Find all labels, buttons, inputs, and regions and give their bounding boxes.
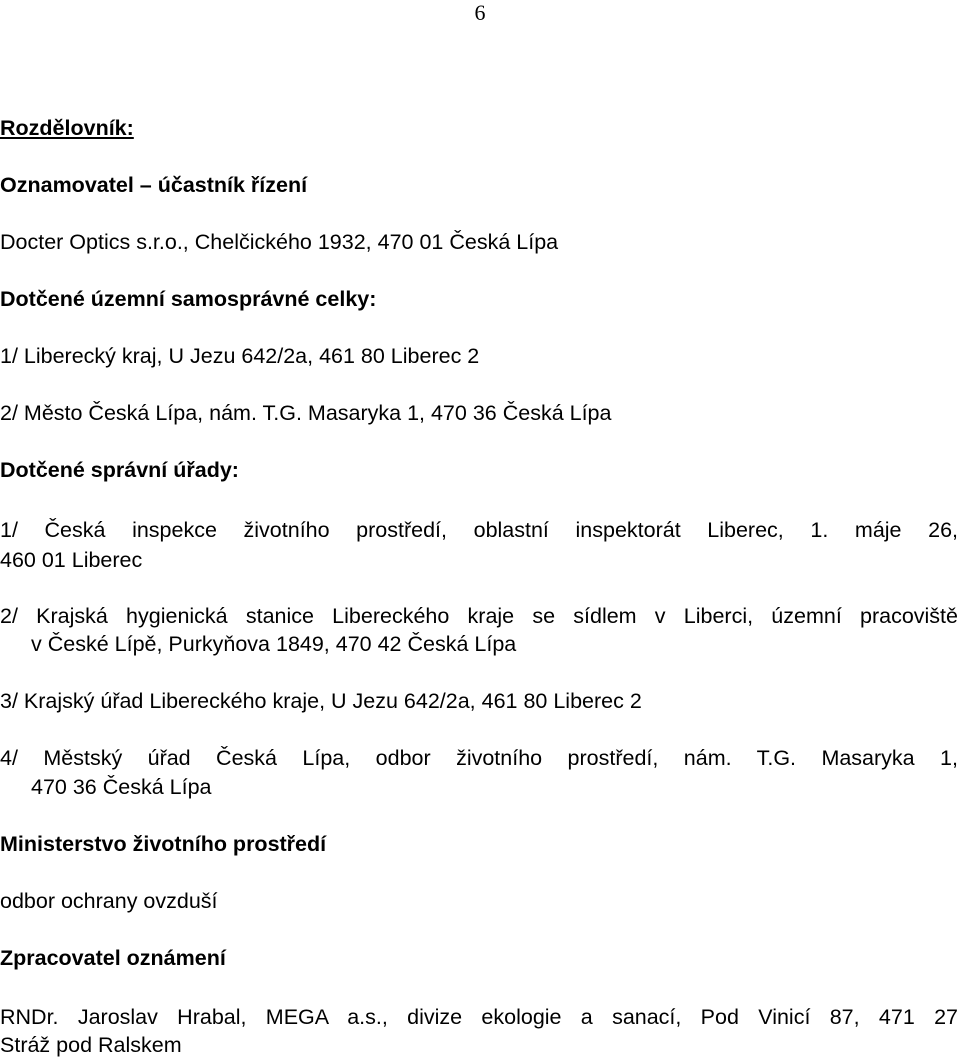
processor-heading: Zpracovatel oznámení [0, 946, 226, 970]
notifier-line: Docter Optics s.r.o., Chelčického 1932, 470 01 Česká Lípa [0, 230, 559, 254]
office-item-2-line-1: 2/ Krajská hygienická stanice Libereckého kraje se sídlem v Liberci, územní pracoviště [0, 604, 958, 628]
office-item-2-line-2: v České Lípě, Purkyňova 1849, 470 42 Česká Lípa [31, 632, 517, 656]
office-item-4-line-2: 470 36 Česká Lípa [31, 775, 212, 799]
territorial-unit-item-2: 2/ Město Česká Lípa, nám. T.G. Masaryka 1, 470 36 Česká Lípa [0, 401, 612, 425]
office-item-1-line-1: 1/ Česká inspekce životního prostředí, oblastní inspektorát Liberec, 1. máje 26, [0, 518, 958, 542]
distribution-heading: Rozdělovník: [0, 116, 134, 140]
offices-heading: Dotčené správní úřady: [0, 458, 239, 482]
office-item-1-line-2: 460 01 Liberec [0, 548, 143, 572]
ministry-heading: Ministerstvo životního prostředí [0, 832, 327, 856]
notifier-heading: Oznamovatel – účastník řízení [0, 173, 308, 197]
office-item-3: 3/ Krajský úřad Libereckého kraje, U Jezu 642/2a, 461 80 Liberec 2 [0, 689, 642, 713]
page-number: 6 [474, 0, 486, 25]
processor-line-2: Stráž pod Ralskem [0, 1033, 182, 1057]
office-item-4-line-1: 4/ Městský úřad Česká Lípa, odbor životního prostředí, nám. T.G. Masaryka 1, [0, 746, 958, 770]
ministry-department: odbor ochrany ovzduší [0, 889, 218, 913]
processor-line-1: RNDr. Jaroslav Hrabal, MEGA a.s., divize ekologie a sanací, Pod Vinicí 87, 471 27 [0, 1005, 958, 1029]
territorial-units-heading: Dotčené územní samosprávné celky: [0, 287, 377, 311]
territorial-unit-item-1: 1/ Liberecký kraj, U Jezu 642/2a, 461 80 Liberec 2 [0, 344, 480, 368]
